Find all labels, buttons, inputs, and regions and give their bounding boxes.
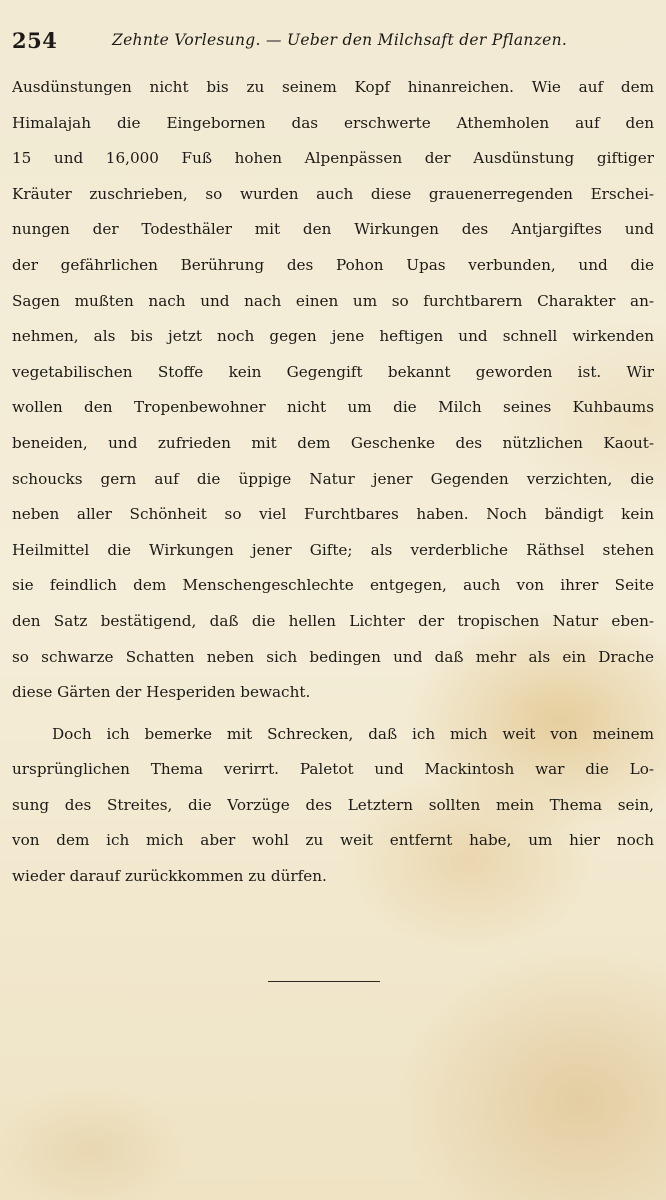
text-line: ursprünglichen Thema verirrt. Paletot und Mackintosh war die Lo- bbox=[12, 760, 654, 779]
text-line: vegetabilischen Stoffe kein Gegengift bekannt geworden ist. Wir bbox=[12, 362, 654, 381]
text-line: von dem ich mich aber wohl zu weit entfernt habe, um hier noch bbox=[12, 831, 654, 850]
text-line: Doch ich bemerke mit Schrecken, daß ich mich weit von meinem bbox=[52, 724, 654, 743]
text-line: beneiden, und zufrieden mit dem Geschenke des nützlichen Kaout- bbox=[12, 433, 654, 452]
text-line: Kräuter zuschrieben, so wurden auch diese grauenerregenden Erschei- bbox=[12, 184, 654, 203]
paragraph-1 bbox=[12, 70, 654, 711]
text-line: wollen den Tropenbewohner nicht um die Milch seines Kuhbaums bbox=[12, 398, 654, 417]
text-line: diese Gärten der Hesperiden bewacht. bbox=[12, 683, 311, 702]
running-head: Zehnte Vorlesung. — Ueber den Milchsaft der Pflanzen. bbox=[112, 31, 568, 49]
body-text bbox=[12, 70, 654, 895]
section-divider-rule bbox=[268, 981, 380, 982]
page-number: 254 bbox=[12, 28, 58, 53]
text-line: Ausdünstungen nicht bis zu seinem Kopf hinanreichen. Wie auf dem bbox=[12, 78, 654, 96]
text-line: neben aller Schönheit so viel Furchtbares haben. Noch bändigt kein bbox=[12, 505, 654, 524]
text-line: Sagen mußten nach und nach einen um so furchtbarern Charakter an- bbox=[12, 291, 654, 310]
page-header bbox=[12, 28, 654, 58]
text-line: nehmen, als bis jetzt noch gegen jene heftigen und schnell wirkenden bbox=[12, 327, 654, 346]
text-line: sie feindlich dem Menschengeschlechte entgegen, auch von ihrer Seite bbox=[12, 576, 654, 595]
text-line: Heilmittel die Wirkungen jener Gifte; als verderbliche Räthsel stehen bbox=[12, 540, 654, 559]
text-line: den Satz bestätigend, daß die hellen Lichter der tropischen Natur eben- bbox=[12, 611, 654, 630]
text-line: der gefährlichen Berührung des Pohon Upas verbunden, und die bbox=[12, 255, 654, 274]
text-line: Himalajah die Eingebornen das erschwerte Athemholen auf den bbox=[12, 113, 654, 132]
text-line: schoucks gern auf die üppige Natur jener Gegenden verzichten, die bbox=[12, 469, 654, 488]
text-line: nungen der Todesthäler mit den Wirkungen des Antjargiftes und bbox=[12, 220, 654, 239]
text-line: so schwarze Schatten neben sich bedingen und daß mehr als ein Drache bbox=[12, 647, 654, 666]
paragraph-2 bbox=[12, 717, 654, 895]
text-line: sung des Streites, die Vorzüge des Letztern sollten mein Thema sein, bbox=[12, 795, 654, 814]
text-line: wieder darauf zurückkommen zu dürfen. bbox=[12, 867, 327, 886]
text-line: 15 und 16,000 Fuß hohen Alpenpässen der Ausdünstung giftiger bbox=[12, 149, 654, 168]
